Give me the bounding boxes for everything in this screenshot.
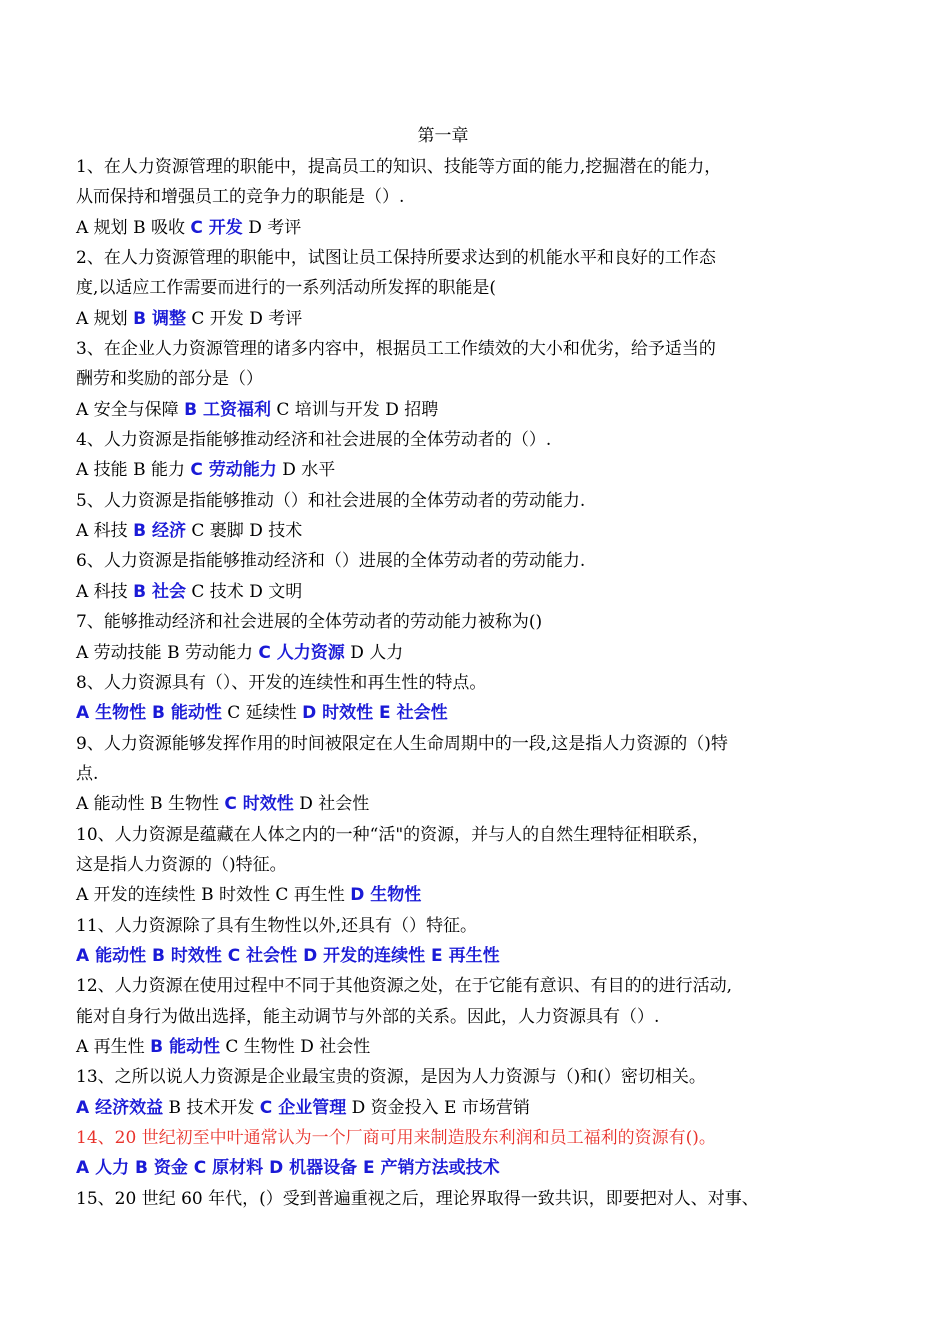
text-segment: 12、人力资源在使用过程中不同于其他资源之处，在于它能有意识、有目的的进行活动, — [76, 976, 733, 997]
text-segment: A 科技 — [76, 581, 134, 602]
text-segment: C 开发 D 考评 — [185, 308, 303, 329]
question-text-line — [76, 668, 836, 698]
correct-answer: B 经济 — [133, 521, 186, 542]
text-segment: C 裹脚 D 技术 — [185, 521, 303, 542]
correct-answer: B 调整 — [133, 308, 186, 329]
correct-answer: C 企业管理 — [259, 1097, 347, 1118]
text-segment: 10、人力资源是蕴藏在人体之内的一种“活"的资源，并与人的自然生理特征相联系， — [76, 824, 710, 845]
text-segment: A 规划 B 吸收 — [76, 217, 191, 238]
question-text-line — [76, 546, 836, 576]
answer-options-line — [76, 1032, 836, 1062]
text-segment: 5、人力资源是指能够推动（）和社会进展的全体劳动者的劳动能力. — [76, 490, 586, 511]
question-text-line — [76, 182, 836, 212]
text-segment: D 水平 — [276, 460, 336, 481]
text-segment: A 规划 — [76, 308, 134, 329]
text-segment: D 人力 — [344, 642, 404, 663]
text-segment: C 技术 D 文明 — [185, 581, 303, 602]
text-segment: 2、在人力资源管理的职能中，试图让员工保持所要求达到的机能水平和良好的工作态 — [76, 248, 716, 269]
correct-answer: A 人力 B 资金 C 原材料 D 机器设备 E 产销方法或技术 — [76, 1158, 500, 1179]
correct-answer: A 能动性 B 时效性 C 社会性 D 开发的连续性 E 再生性 — [76, 945, 500, 966]
text-segment: A 科技 — [76, 521, 134, 542]
question-text-line — [76, 273, 836, 303]
text-segment: 1、在人力资源管理的职能中，提高员工的知识、技能等方面的能力,挖掘潜在的能力， — [76, 157, 722, 177]
text-segment: 14、20 世纪初至中叶通常认为一个厂商可用来制造股东利润和员工福利的资源有()。 — [76, 1128, 716, 1148]
question-text-line — [76, 1002, 836, 1032]
text-segment: 7、能够推动经济和社会进展的全体劳动者的劳动能力被称为() — [76, 612, 543, 633]
question-text-line — [76, 971, 836, 1001]
text-segment: 度,以适应工作需要而进行的一系列活动所发挥的职能是( — [76, 278, 497, 299]
question-text-line — [76, 486, 836, 516]
text-segment: 6、人力资源是指能够推动经济和（）进展的全体劳动者的劳动能力. — [76, 551, 586, 572]
correct-answer: B 工资福利 — [184, 399, 271, 420]
text-segment: C 延续性 — [221, 703, 303, 724]
text-segment: D 考评 — [242, 217, 302, 238]
text-segment: A 开发的连续性 B 时效性 C 再生性 — [76, 885, 351, 906]
correct-answer: B 社会 — [133, 581, 186, 602]
correct-answer: B 能动性 — [150, 1036, 220, 1057]
text-segment: A 安全与保障 — [76, 399, 185, 420]
correct-answer: D 时效性 E 社会性 — [302, 703, 448, 724]
answer-options-line — [76, 455, 836, 485]
question-text-line — [76, 334, 836, 364]
question-text-line — [76, 911, 836, 941]
text-segment: 11、人力资源除了具有生物性以外,还具有（）特征。 — [76, 915, 478, 936]
question-text-line — [76, 820, 836, 850]
text-segment: C 培训与开发 D 招聘 — [270, 399, 439, 420]
text-segment: D 资金投入 E 市场营销 — [346, 1097, 530, 1118]
text-segment: D 社会性 — [293, 794, 370, 815]
text-segment: 3、在企业人力资源管理的诸多内容中，根据员工工作绩效的大小和优劣，给予适当的 — [76, 339, 716, 360]
answer-options-line — [76, 941, 836, 971]
question-text-line — [76, 364, 836, 394]
answer-options-line — [76, 516, 836, 546]
text-segment: B 技术开发 — [163, 1097, 260, 1118]
text-segment: 15、20 世纪 60 年代，(）受到普遍重视之后，理论界取得一致共识，即要把对人、对事、 — [76, 1188, 759, 1209]
correct-answer: C 人力资源 — [258, 642, 345, 663]
correct-answer: A 生物性 B 能动性 — [76, 703, 222, 724]
answer-options-line — [76, 1153, 836, 1183]
chapter-title: 第一章 — [417, 126, 469, 146]
text-segment: 9、人力资源能够发挥作用的时间被限定在人生命周期中的一段,这是指人力资源的（)特 — [76, 733, 728, 754]
answer-options-line — [76, 213, 836, 243]
question-text-line — [76, 1184, 836, 1214]
question-text-line — [76, 759, 836, 789]
text-segment: A 再生性 — [76, 1036, 151, 1057]
text-segment: A 技能 B 能力 — [76, 460, 191, 481]
question-text-line — [76, 152, 836, 182]
answer-options-line — [76, 395, 836, 425]
answer-options-line — [76, 577, 836, 607]
text-segment: 这是指人力资源的（)特征。 — [76, 854, 287, 875]
question-text-line — [76, 850, 836, 880]
answer-options-line — [76, 789, 836, 819]
text-segment: 从而保持和增强员工的竞争力的职能是（）. — [76, 187, 405, 208]
correct-answer: C 劳动能力 — [190, 460, 277, 481]
answer-options-line — [76, 638, 836, 668]
question-text-line — [76, 1123, 836, 1153]
text-segment: 点. — [76, 763, 99, 784]
text-segment: 13、之所以说人力资源是企业最宝贵的资源，是因为人力资源与（)和(）密切相关。 — [76, 1067, 706, 1088]
text-segment: C 生物性 D 社会性 — [219, 1036, 371, 1057]
text-segment: 4、人力资源是指能够推动经济和社会进展的全体劳动者的（）. — [76, 430, 552, 451]
answer-options-line — [76, 304, 836, 334]
question-list — [76, 152, 836, 1214]
correct-answer: C 时效性 — [224, 794, 294, 815]
text-segment: 酬劳和奖励的部分是（） — [76, 369, 263, 390]
correct-answer: A 经济效益 — [76, 1097, 164, 1118]
question-text-line — [76, 1062, 836, 1092]
answer-options-line — [76, 1093, 836, 1123]
text-segment: A 劳动技能 B 劳动能力 — [76, 642, 259, 663]
question-text-line — [76, 425, 836, 455]
question-text-line — [76, 607, 836, 637]
question-text-line — [76, 729, 836, 759]
correct-answer: C 开发 — [190, 217, 243, 238]
text-segment: A 能动性 B 生物性 — [76, 794, 225, 815]
answer-options-line — [76, 698, 836, 728]
question-text-line — [76, 243, 836, 273]
correct-answer: D 生物性 — [350, 885, 422, 906]
text-segment: 8、人力资源具有（）、开发的连续性和再生性的特点。 — [76, 672, 487, 693]
text-segment: 能对自身行为做出选择，能主动调节与外部的关系。因此，人力资源具有（）. — [76, 1006, 660, 1027]
answer-options-line — [76, 880, 836, 910]
